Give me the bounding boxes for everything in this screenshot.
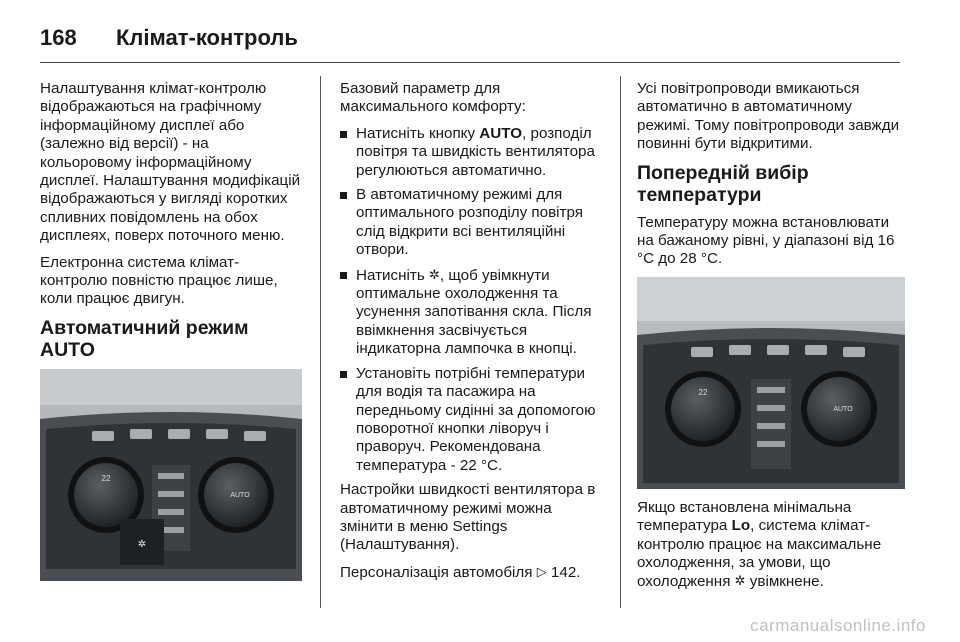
list-item: Установіть потрібні температури для водія та пасажира на передньому сидінні за допомогою поворотної кнопки ліворуч і праворуч. Рекомендована температура - 22 °C. — [340, 365, 608, 475]
heading-temperature-preselect: Попередній вибір температури — [637, 161, 809, 206]
column-left — [40, 80, 302, 581]
list-item: Натисніть ✲, щоб увімкнути оптимальне охолодження та усунення запотівання скла. Після ввімкнення засвічується індикаторна лампочка в кнопці. — [340, 266, 608, 359]
list-item: Натисніть кнопку AUTO, розподіл повітря та швидкість вентилятора регулюються автоматично. — [340, 125, 608, 180]
heading-auto-mode: Автоматичний режим AUTO — [40, 316, 249, 361]
vents-paragraph: Усі повітропроводи вмикаються автоматично в автоматичному режимі. Тому повітропроводи завжди повинні бути відкритими. — [637, 80, 900, 153]
watermark: carmanualsonline.info — [750, 616, 926, 635]
column-divider — [620, 76, 621, 608]
auto-label: AUTO — [479, 124, 523, 142]
base-setting-intro: Базовий параметр для максимального комфорту: — [340, 80, 526, 116]
column-divider — [320, 76, 321, 608]
fan-settings-paragraph: Настройки швидкості вентилятора в автоматичному режимі можна змінити в меню Settings (Налаштування). — [340, 481, 596, 554]
intro-paragraph: Налаштування клімат-контролю відображаються на графічному інформаційному дисплеї або (залежно від версії) - на кольоровому інформаційному дисплеї. Налаштування модифікацій відображаються у вигляді коротких спливних повідомлень на обох дисплеях, поверх поточного меню. — [40, 80, 301, 245]
engine-note: Електронна система клімат-контролю повністю працює лише, коли працює двигун. — [40, 253, 278, 308]
temperature-range-paragraph: Температуру можна встановлювати на бажаному рівні, у діапазоні від 16 °C до 28 °C. — [637, 213, 895, 268]
knob-right-label: AUTO — [230, 491, 250, 499]
snowflake-icon: ✲ — [734, 573, 746, 589]
svg-text:✲: ✲ — [137, 538, 147, 550]
list-item: В автоматичному режимі для оптимального розподілу повітря слід відкрити всі вентиляційні отвори. — [340, 186, 608, 260]
snowflake-icon: ✲ — [428, 266, 440, 282]
section-title: Клімат-контроль — [116, 25, 298, 50]
cross-reference: Персоналізація автомобіля ▷ 142. — [340, 563, 581, 581]
column-right — [637, 80, 905, 600]
page-header — [40, 14, 900, 63]
triangle-right-icon: ▷ — [536, 563, 547, 579]
instruction-list — [340, 125, 608, 475]
min-temperature-paragraph: Якщо встановлена мінімальна температура Lo, система клімат-контролю працює на максимальне охолодження, за умови, що охолодження ✲ увімкнене. — [637, 498, 882, 591]
climate-panel-photo-temperature — [637, 277, 905, 489]
climate-panel-photo-auto — [40, 369, 302, 581]
knob-left-label: 22 — [698, 387, 708, 397]
column-middle — [340, 80, 608, 590]
knob-right-label: AUTO — [833, 405, 853, 413]
page-number: 168 — [40, 25, 77, 50]
lo-label: Lo — [731, 517, 751, 535]
knob-left-label: 22 — [101, 473, 111, 483]
